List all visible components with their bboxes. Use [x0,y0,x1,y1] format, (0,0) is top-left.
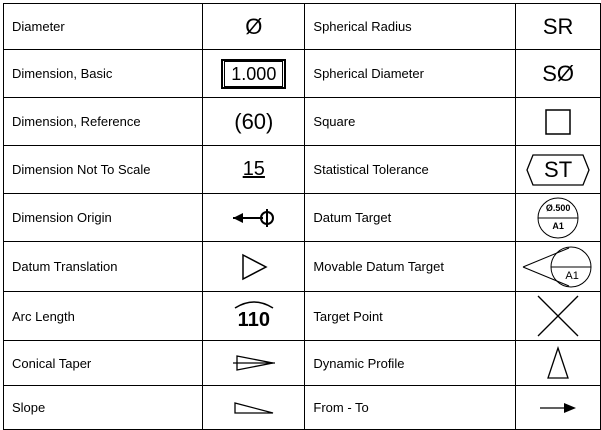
symbol-conical-taper [203,341,305,386]
datum-translation-triangle-icon [239,252,269,282]
movable-datum-target-frame [521,245,595,289]
symbol-dimension-basic [203,50,305,98]
table-row [4,98,601,146]
datum-target-frame [537,197,579,239]
label-diameter: Diameter [4,4,203,50]
table-row [4,292,601,341]
label-arc-length: Arc Length [4,292,203,341]
dynamic-profile-triangle-icon [546,346,570,380]
symbol-datum-translation [203,242,305,292]
table-row [4,146,601,194]
symbol-arc-length [203,292,305,341]
label-datum-target: Datum Target [305,194,516,242]
symbol-from-to [516,386,601,430]
spherical-radius-symbol-text: SR [542,13,574,39]
spherical-diameter-symbol-text: SØ [542,60,574,86]
arc-length-value: 110 [237,309,270,331]
label-movable-datum-target: Movable Datum Target [305,242,516,292]
statistical-tolerance-frame [525,153,591,187]
symbol-dimension-origin [203,194,305,242]
label-statistical-tolerance: Statistical Tolerance [305,146,516,194]
table-row [4,386,601,430]
arc-icon [232,299,276,309]
symbol-diameter [203,4,305,50]
label-slope: Slope [4,386,203,430]
gdt-symbol-table [3,3,601,430]
symbol-dimension-reference [203,98,305,146]
table-row [4,194,601,242]
statistical-tolerance-text: ST [544,156,573,182]
symbol-statistical-tolerance [516,146,601,194]
from-to-arrow-icon [538,401,578,415]
table-row [4,242,601,292]
basic-dimension-frame [221,59,286,89]
conical-taper-icon [231,353,277,373]
symbol-slope [203,386,305,430]
label-dimension-origin: Dimension Origin [4,194,203,242]
slope-icon [231,401,277,415]
not-to-scale-value: 15 [242,158,265,180]
movable-datum-target-text: A1 [565,269,579,282]
label-dimension-reference: Dimension, Reference [4,98,203,146]
label-not-to-scale: Dimension Not To Scale [4,146,203,194]
symbol-spherical-radius [516,4,601,50]
label-spherical-diameter: Spherical Diameter [305,50,516,98]
symbol-movable-datum-target [516,242,601,292]
table-row [4,341,601,386]
label-dimension-basic: Dimension, Basic [4,50,203,98]
table-row [4,50,601,98]
symbol-not-to-scale [203,146,305,194]
label-from-to: From - To [305,386,516,430]
label-conical-taper: Conical Taper [4,341,203,386]
diameter-symbol-text: Ø [245,13,263,39]
symbol-target-point [516,292,601,341]
symbol-datum-target [516,194,601,242]
target-point-x-icon [536,294,580,338]
movable-datum-target-icon [521,245,595,289]
arc-length-frame [232,299,276,333]
label-datum-translation: Datum Translation [4,242,203,292]
reference-dimension-text: (60) [234,108,274,134]
dimension-origin-icon [229,206,279,230]
datum-target-bottom-text: A1 [552,220,564,231]
symbol-square [516,98,601,146]
label-spherical-radius: Spherical Radius [305,4,516,50]
square-icon [543,107,573,137]
label-square: Square [305,98,516,146]
label-target-point: Target Point [305,292,516,341]
label-dynamic-profile: Dynamic Profile [305,341,516,386]
basic-dimension-value: 1.000 [224,61,283,87]
symbol-dynamic-profile [516,341,601,386]
datum-target-top-text: Ø.500 [545,202,571,213]
symbol-spherical-diameter [516,50,601,98]
table-row [4,4,601,50]
